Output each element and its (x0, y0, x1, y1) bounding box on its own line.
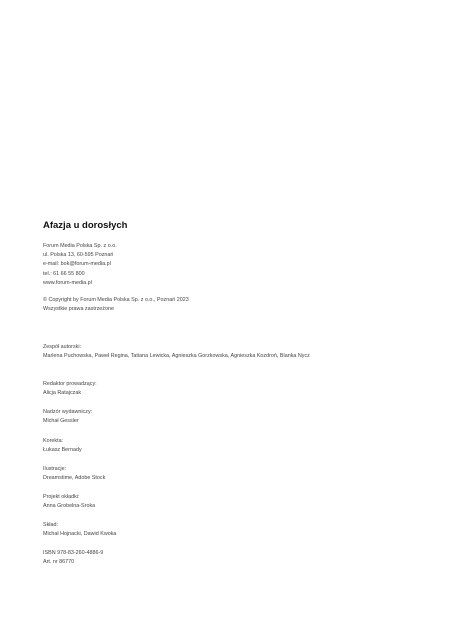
art-number: Art. nr 86770 (43, 559, 75, 566)
editor-name: Alicja Ratajczak (43, 390, 82, 397)
authors-label: Zespół autorski: (43, 344, 82, 350)
publisher-phone: tel.: 61 66 55 800 (43, 270, 85, 277)
cover-label: Projekt okładki: (43, 494, 80, 500)
authors-names: Marlena Puchowska, Paweł Regina, Tatiana Lewicka, Agnieszka Gorzkowska, Agnieszka Kozdroń, Blanka Nycz (43, 353, 310, 360)
typesetting-label: Skład: (43, 522, 58, 528)
cover-section (43, 493, 343, 511)
editor-section (43, 380, 343, 398)
publisher-address: ul. Polska 13, 60-595 Poznań (43, 252, 114, 259)
cover-name: Anna Grobelna-Sroka (43, 503, 96, 510)
editor-label: Redaktor prowadzący: (43, 381, 97, 387)
proofreading-name: Łukasz Bernady (43, 447, 82, 454)
copyright-info (43, 296, 343, 314)
illustrations-label: Ilustracje: (43, 466, 67, 472)
publisher-name: Forum Media Polska Sp. z o.o. (43, 243, 117, 249)
isbn: ISBN 978-83-260-4886-9 (43, 550, 104, 556)
illustrations-section (43, 465, 343, 483)
proofreading-section (43, 437, 343, 455)
illustrations-source: Dreamstime, Adobe Stock (43, 475, 106, 482)
supervision-label: Nadzór wydawniczy: (43, 409, 93, 415)
proofreading-label: Korekta: (43, 438, 64, 444)
authors-section (43, 343, 328, 361)
typesetting-names: Michał Hojnacki, Dawid Kwoka (43, 531, 117, 538)
identifiers-section (43, 549, 343, 567)
rights-line: Wszystkie prawa zastrzeżone (43, 306, 114, 313)
publisher-website: www.forum-media.pl (43, 279, 92, 286)
supervision-section (43, 408, 343, 426)
supervision-name: Michał Gessler (43, 418, 79, 425)
typesetting-section (43, 521, 343, 539)
publisher-info (43, 242, 343, 288)
book-title: Afazja u dorosłych (43, 220, 128, 231)
copyright-line: © Copyright by Forum Media Polska Sp. z o.o., Poznań 2023 (43, 297, 189, 303)
publisher-email: e-mail: bok@forum-media.pl (43, 261, 111, 268)
